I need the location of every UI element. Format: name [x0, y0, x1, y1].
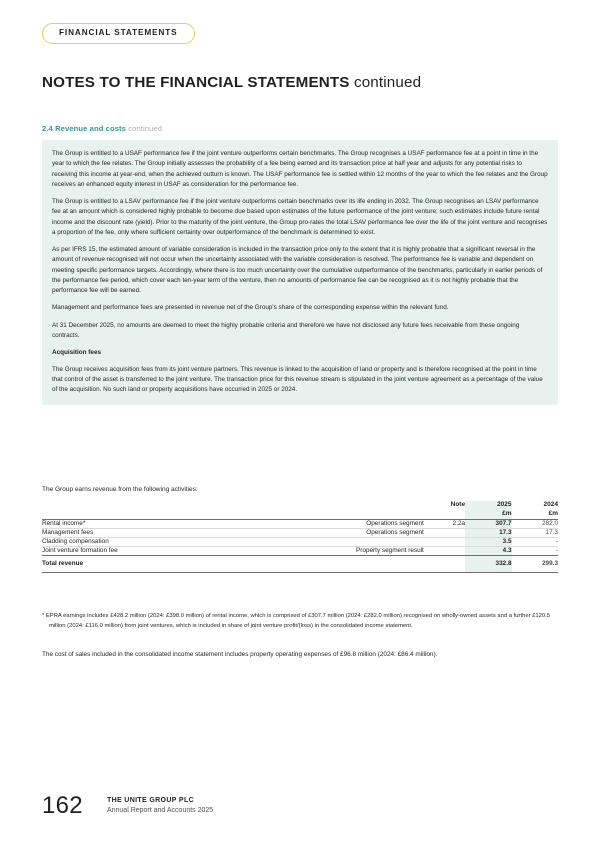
table-header-note: Note	[450, 501, 466, 508]
table-row	[42, 520, 558, 529]
section-badge-container	[42, 22, 195, 44]
footer-text-block	[107, 792, 213, 816]
row-value-2025: 17.3	[465, 528, 511, 537]
cost-of-sales-note: The cost of sales included in the consolidated income statement includes property operating expenses of £96.8 million (2024: £86.4 million).	[42, 651, 438, 658]
table-header-2024: 2024	[543, 501, 558, 508]
table-units-2025: £m	[465, 510, 511, 519]
table-total-row	[42, 556, 558, 573]
table-row	[42, 528, 558, 537]
panel-paragraph: The Group is entitled to a USAF performance fee if the joint venture outperforms certain benchmarks. The Group recognises a USAF performance fee at a point in time in the year to which the fee relates. The Group initially assesses the probability of a fee being earned and its transaction price at half year and adjusts for any potential risks to receiving this income at year-end, when the achieved outturn is known. The USAF performance fee is settled within 12 months of the year to which the fee relates and the Group receives an enhanced equity interest in USAF as consideration for the performance fee.	[52, 150, 548, 188]
page-footer	[42, 792, 213, 818]
table-header-segment	[285, 501, 424, 510]
panel-paragraph: As per IFRS 15, the estimated amount of variable consideration is included in the transaction price only to the extent that it is highly probable that a significant reversal in the amount of revenue recognised will not occur when the uncertainty associated with the variable consideration is resolved. The performance fee is variable and dependent on meeting specific performance targets. Accordingly, where there is too much uncertainty over the cumulative outperformance of the benchmarks, particularly in earlier periods of the performance fee period, which cover each ten-year term of the venture, then no amounts of performance fee can be recognised as it is not highly probable that the performance fee will be earned.	[52, 246, 543, 295]
table-row	[42, 537, 558, 546]
row-value-2024: -	[512, 546, 558, 555]
row-note: 2.2a	[452, 519, 466, 527]
revenue-table-container	[42, 501, 558, 573]
accounting-policy-panel	[42, 140, 558, 405]
panel-paragraph: At 31 December 2025, no amounts are deemed to meet the highly probable criteria and therefore we have not disclosed any future fees receivable from these ongoing contracts.	[52, 321, 520, 339]
row-segment: Property segment result	[285, 546, 424, 555]
row-note	[424, 528, 465, 537]
table-bottom-rule	[42, 572, 558, 573]
revenue-table	[42, 501, 558, 573]
total-value-2024: 299.3	[542, 559, 558, 567]
table-units-item	[42, 510, 285, 519]
total-label: Total revenue	[42, 559, 84, 567]
note-section-heading	[42, 124, 162, 133]
panel-paragraph: The Group receives acquisition fees from its joint venture partners. This revenue is linked to the acquisition of land or property and is therefore recognised at the point in time that control of the asset is transferred to the joint venture. The transaction price for this revenue stream is stipulated in the joint venture agreement as a percentage of the value of the acquisition. No such land or property acquisitions have occurred in 2025 or 2024.	[52, 365, 543, 394]
table-units-segment	[285, 510, 424, 519]
row-value-2024: -	[512, 537, 558, 546]
footer-report-name: Annual Report and Accounts 2025	[106, 807, 214, 815]
table-body	[42, 520, 558, 573]
total-note	[424, 556, 465, 573]
table-row	[42, 546, 558, 555]
table-intro-text: The Group earns revenue from the following activities:	[42, 486, 198, 493]
footnote-asterisk-text: * EPRA earnings includes £428.2 million (2024: £398.0 million) of rental income, which is comprised of £307.7 million (2024: £282.0 million) recognised on wholly-owned assets and a further £120.5 million (2024: £116.0 million) from joint ventures, which is included in share of joint venture profit/(loss) in the consolidated income statement.	[42, 613, 551, 629]
row-value-2024: 17.3	[512, 528, 558, 537]
table-units-2024: £m	[548, 509, 558, 517]
row-value-2025: 307.7	[465, 520, 511, 529]
table-units-note	[424, 510, 465, 519]
row-item-label: Rental income*	[42, 519, 86, 527]
row-segment: Operations segment	[285, 528, 424, 537]
row-item-label: Management fees	[42, 528, 285, 537]
table-header-item	[42, 501, 285, 510]
page-title-main: NOTES TO THE FINANCIAL STATEMENTS	[42, 74, 350, 91]
table-header-2025: 2025	[465, 501, 511, 510]
panel-subheading-acquisition-fees: Acquisition fees	[52, 349, 101, 357]
row-note	[424, 537, 465, 546]
page-title-continued: continued	[349, 74, 422, 91]
total-value-2025: 332.8	[465, 556, 511, 573]
row-segment	[285, 537, 424, 546]
table-footnote	[42, 612, 558, 631]
row-segment: Operations segment	[366, 519, 424, 527]
row-item-label: Cladding compensation	[42, 537, 285, 546]
panel-paragraph: Management and performance fees are presented in revenue net of the Group's share of the corresponding expense within the relevant fund.	[52, 304, 449, 312]
row-item-label: Joint venture formation fee	[42, 546, 285, 555]
row-value-2024: 282.0	[542, 519, 558, 527]
financial-statements-badge: FINANCIAL STATEMENTS	[42, 23, 195, 44]
total-segment	[285, 556, 424, 573]
table-header-row-years	[42, 501, 558, 510]
note-section-number-title: 2.4 Revenue and costs	[42, 124, 126, 133]
row-value-2025: 4.3	[465, 546, 511, 555]
page-number: 162	[42, 792, 83, 819]
row-note	[424, 546, 465, 555]
table-header-row-units	[42, 510, 558, 519]
row-value-2025: 3.5	[465, 537, 511, 546]
panel-paragraph: The Group is entitled to a LSAV performance fee if the joint venture outperforms certain benchmarks over its life ending in 2032. The Group recognises an LSAV performance fee at an amount which is considered highly probable to become due based upon estimates of the future performance of the joint venture; such estimates include future rental income and the discount rate (yield). Prior to the maturity of the joint venture, the Group pro-rates the total LSAV performance fee over the life of the joint venture and recognises a proportion of the fee, only where sufficient certainty over outperformance of the benchmark is determined to exist.	[52, 198, 548, 236]
footer-company-name: THE UNITE GROUP PLC	[106, 797, 194, 804]
page-title	[42, 74, 421, 91]
note-section-continued: continued	[125, 124, 163, 133]
table-header	[42, 501, 558, 520]
